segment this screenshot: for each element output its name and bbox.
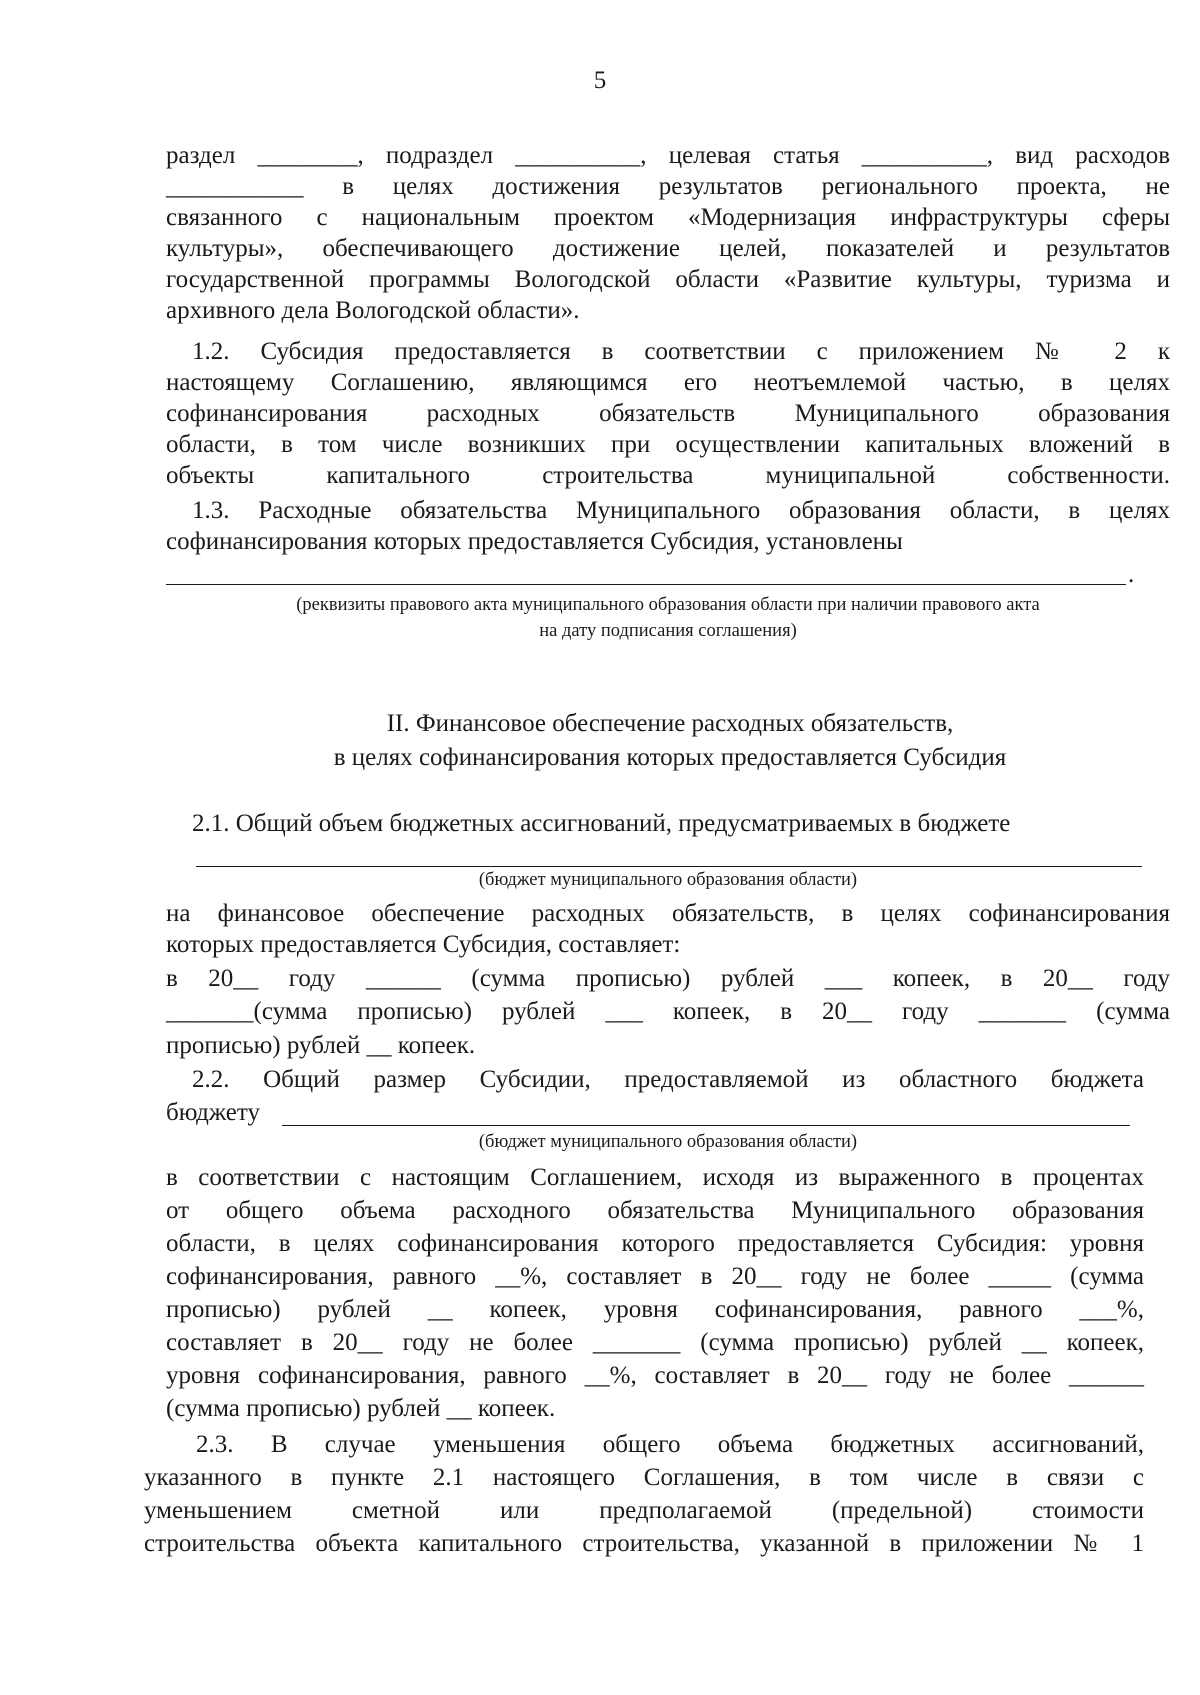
- text-line: связанного с национальным проектом «Модернизация инфраструктуры сферы: [166, 204, 1170, 231]
- text-line: строительства объекта капитального строительства, указанной в приложении № 1: [144, 1530, 1144, 1557]
- text-line: софинансирования которых предоставляется Субсидия, установлены: [166, 528, 903, 555]
- text-line: архивного дела Вологодской области».: [166, 297, 580, 324]
- field-caption: (реквизиты правового акта муниципального образования области при наличии правового акта: [296, 595, 1040, 615]
- text-line: составляет в 20__ году не более _______ (сумма прописью) рублей __ копеек,: [166, 1329, 1144, 1356]
- text-line: уровня софинансирования, равного __%, составляет в 20__ году не более ______: [166, 1362, 1144, 1389]
- text-line: прописью) рублей __ копеек.: [166, 1032, 476, 1059]
- field-caption: (бюджет муниципального образования области): [478, 870, 858, 890]
- section-heading: II. Финансовое обеспечение расходных обязательств,: [386, 710, 954, 737]
- text-line: культуры», обеспечивающего достижение целей, показателей и результатов: [166, 235, 1170, 262]
- text-line: 2.1. Общий объем бюджетных ассигнований, предусматриваемых в бюджете: [192, 810, 1011, 837]
- text-line: от общего объема расходного обязательства Муниципального образования: [166, 1197, 1144, 1224]
- text-line: 2.2. Общий размер Субсидии, предоставляемой из областного бюджета: [192, 1066, 1144, 1093]
- text-line: уменьшением сметной или предполагаемой (предельной) стоимости: [144, 1497, 1144, 1524]
- blank-line: [166, 584, 1126, 585]
- text-line: области, в целях софинансирования которого предоставляется Субсидия: уровня: [166, 1230, 1144, 1257]
- page-number: 5: [593, 67, 607, 94]
- field-caption: (бюджет муниципального образования области): [478, 1132, 858, 1152]
- blank-line: [196, 866, 1142, 867]
- text-line: объекты капитального строительства муниципальной собственности.: [166, 462, 1170, 489]
- text-line: софинансирования расходных обязательств Муниципального образования: [166, 400, 1170, 427]
- blank-line: [282, 1125, 1130, 1126]
- text-line: настоящему Соглашению, являющимся его неотъемлемой частью, в целях: [166, 369, 1170, 396]
- text-line: .: [1128, 561, 1135, 588]
- text-line: области, в том числе возникших при осуществлении капитальных вложений в: [166, 431, 1170, 458]
- text-line: 2.3. В случае уменьшения общего объема бюджетных ассигнований,: [196, 1431, 1144, 1458]
- text-line: в 20__ году ______ (сумма прописью) рублей ___ копеек, в 20__ году: [166, 965, 1170, 992]
- text-line: которых предоставляется Субсидия, составляет:: [166, 931, 681, 958]
- field-caption: на дату подписания соглашения): [539, 621, 797, 641]
- section-heading: в целях софинансирования которых предоставляется Субсидия: [333, 744, 1007, 771]
- text-line: бюджету: [166, 1099, 260, 1126]
- text-line: ___________ в целях достижения результатов регионального проекта, не: [166, 173, 1170, 200]
- text-line: на финансовое обеспечение расходных обязательств, в целях софинансирования: [166, 900, 1170, 927]
- text-line: государственной программы Вологодской области «Развитие культуры, туризма и: [166, 266, 1170, 293]
- text-line: 1.2. Субсидия предоставляется в соответствии с приложением № 2 к: [192, 338, 1170, 365]
- text-line: софинансирования, равного __%, составляет в 20__ году не более _____ (сумма: [166, 1263, 1144, 1290]
- text-line: (сумма прописью) рублей __ копеек.: [166, 1395, 556, 1422]
- text-line: прописью) рублей __ копеек, уровня софинансирования, равного ___%,: [166, 1296, 1144, 1323]
- text-line: раздел ________, подраздел __________, целевая статья __________, вид расходов: [166, 142, 1170, 169]
- text-line: в соответствии с настоящим Соглашением, исходя из выраженного в процентах: [166, 1164, 1144, 1191]
- text-line: указанного в пункте 2.1 настоящего Соглашения, в том числе в связи с: [144, 1464, 1144, 1491]
- text-line: _______(сумма прописью) рублей ___ копеек, в 20__ году _______ (сумма: [166, 998, 1170, 1025]
- text-line: 1.3. Расходные обязательства Муниципального образования области, в целях: [192, 497, 1170, 524]
